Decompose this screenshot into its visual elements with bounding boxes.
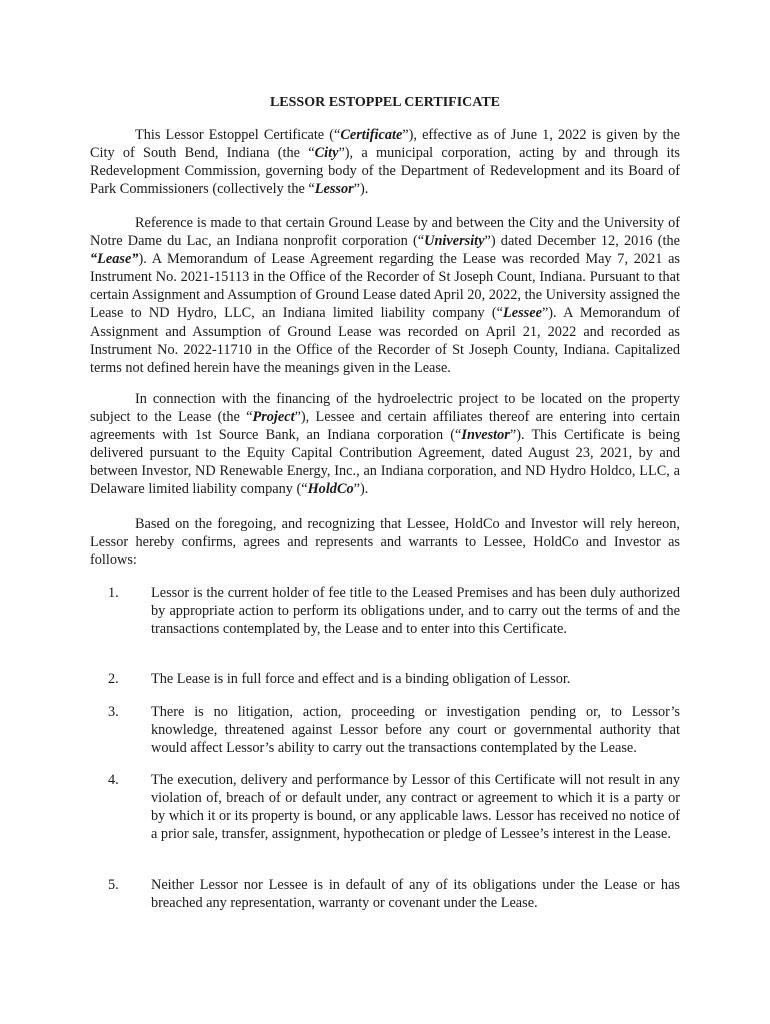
list-item-number: 1. bbox=[108, 585, 119, 601]
text-run: ”). bbox=[353, 481, 369, 498]
list-item-text: Neither Lessor nor Lessee is in default of any of its obligations under the Lease or has breached any representation, warranty or covenant under the Lease. bbox=[151, 877, 680, 912]
text-run: ”), a municipal corporation, acting by and through its Redevelopment Commission, governing body of the Department of Redevelopment and its Board of Park Commissioners (collectively the “ bbox=[90, 145, 680, 198]
text-run: ”), effective as of June 1, 2022 is given by the City of South Bend, Indiana (the “ bbox=[90, 127, 680, 162]
paragraph-representations-intro: Based on the foregoing, and recognizing that Lessee, HoldCo and Investor will rely hereon, Lessor hereby confirms, agrees and represents and warrants to Lessee, HoldCo and Investor as follows: bbox=[90, 516, 680, 569]
text-run: This Lessor Estoppel Certificate (“ bbox=[135, 127, 341, 143]
list-item-text: The Lease is in full force and effect and is a binding obligation of Lessor. bbox=[151, 671, 571, 687]
text-run: ”). This Certificate is being delivered pursuant to the Equity Capital Contribution Agreement, dated August 23, 2021, by and between Investor, ND Renewable Energy, Inc., an Indiana corporation, and ND Hydro Holdco, LLC, a Delaware limited liability company (“ bbox=[90, 427, 681, 498]
list-item-text: Lessor is the current holder of fee title to the Leased Premises and has been duly authorized by appropriate action to perform its obligations under, and to carry out the terms of and the transactions contemplated by, the Lease and to enter into this Certificate. bbox=[151, 585, 680, 638]
defined-term-project: Project bbox=[252, 409, 295, 426]
text-run: ”). bbox=[353, 181, 369, 198]
text-run: Reference is made to that certain Ground Lease by and between the City and the University of Notre Dame du Lac, an Indiana nonprofit corporation (“ bbox=[90, 215, 680, 250]
list-item-number: 5. bbox=[108, 877, 119, 893]
paragraph-financing bbox=[90, 390, 680, 499]
list-item-text: The execution, delivery and performance by Lessor of this Certificate will not result in any violation of, breach of or default under, any contract or agreement to which it is a party or by which it or its property is bound, or any applicable laws. Lessor has received no notice of a prior sale, transfer, assignment, hypothecation or pledge of Lessee’s interest in the Lease. bbox=[151, 772, 680, 843]
text-run: ”). A Memorandum of Assignment and Assumption of Ground Lease was recorded on April 21, 2022 and recorded as Instrument No. 2022-11710 in the Office of the Recorder of St Joseph County, Indiana. Capitalized terms not defined herein have the meanings given in the Lease. bbox=[90, 305, 680, 376]
paragraph-ground-lease bbox=[90, 214, 680, 377]
defined-term-city: City bbox=[314, 145, 339, 162]
defined-term-university: University bbox=[424, 233, 485, 250]
defined-term-investor: Investor bbox=[461, 427, 510, 444]
text-run: ). A Memorandum of Lease Agreement regarding the Lease was recorded May 7, 2021 as Instrument No. 2021-15113 in the Office of the Recorder of St Joseph Count, Indiana. Pursuant to that certain Assignment and Assumption of Ground Lease dated April 20, 2022, the University assigned the Lease to ND Hydro, LLC, an Indiana limited liability company (“ bbox=[90, 251, 680, 322]
list-item-number: 2. bbox=[108, 671, 119, 687]
defined-term-lessor: Lessor bbox=[314, 181, 354, 198]
defined-term-lessee: Lessee bbox=[503, 305, 542, 322]
list-item-number: 4. bbox=[108, 772, 119, 788]
defined-term-certificate: Certificate bbox=[340, 127, 403, 143]
defined-term-holdco: HoldCo bbox=[307, 481, 354, 498]
list-item-number: 3. bbox=[108, 704, 119, 720]
document-title: LESSOR ESTOPPEL CERTIFICATE bbox=[269, 95, 501, 110]
text-run: ”), Lessee and certain affiliates thereof are entering into certain agreements with 1st Source Bank, an Indiana corporation (“ bbox=[90, 409, 680, 444]
paragraph-parties bbox=[90, 126, 680, 198]
text-run: ”) dated December 12, 2016 (the bbox=[484, 233, 680, 250]
text-run: In connection with the financing of the hydroelectric project to be located on the property subject to the Lease (the “ bbox=[90, 391, 680, 426]
defined-term-lease: “Lease” bbox=[90, 251, 139, 268]
list-item-text: There is no litigation, action, proceeding or investigation pending or, to Lessor’s knowledge, threatened against Lessor before any court or governmental authority that would affect Lessor’s ability to carry out the transactions contemplated by the Lease. bbox=[151, 704, 680, 757]
